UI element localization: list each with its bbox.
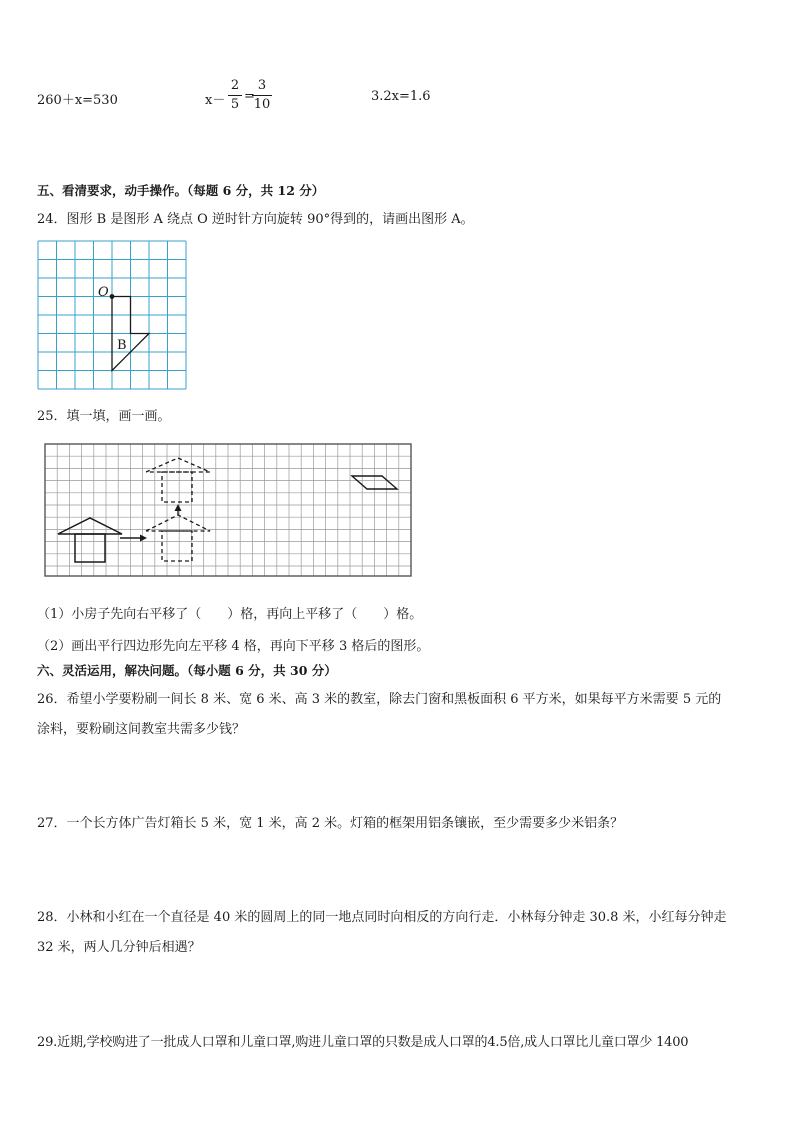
- question-28-line-1: 28．小林和小红在一个直径是 40 米的圆周上的同一地点同时向相反的方向行走．小林每分钟走 30.8 米，小红每分钟走: [37, 910, 727, 925]
- equation-2-fraction-2: [252, 78, 272, 113]
- house-body: [75, 534, 105, 562]
- equation-2-fraction-1: [228, 78, 242, 113]
- fraction-denominator: 10: [253, 97, 271, 112]
- question-27: 27．一个长方体广告灯箱长 5 米，宽 1 米，高 2 米。灯箱的框架用铝条镶嵌，至少需要多少米铝条？: [37, 816, 624, 831]
- equation-2-prefix: x－: [205, 93, 226, 108]
- fraction-numerator: 3: [257, 78, 267, 93]
- question-26-line-1: 26．希望小学要粉刷一间长 8 米、宽 6 米、高 3 米的教室，除去门窗和黑板面积 6 平方米，如果每平方米需要 5 元的: [37, 692, 722, 707]
- question-26-line-2: 涂料，要粉刷这间教室共需多少钱？: [37, 722, 246, 737]
- equation-1: 260＋x=530: [37, 93, 118, 108]
- translation-grid-figure: [44, 443, 412, 577]
- point-o: [110, 294, 115, 299]
- question-25-part-1: （1）小房子先向右平移了（ ）格，再向上平移了（ ）格。: [37, 607, 423, 622]
- dashed-house-upper: [146, 458, 210, 502]
- fraction-denominator: 5: [230, 97, 240, 112]
- gray-grid: [45, 444, 411, 576]
- question-24: 24．图形 B 是图形 A 绕点 O 逆时针方向旋转 90°得到的，请画出图形 A。: [37, 212, 474, 227]
- section-5-heading: 五、看清要求，动手操作。（每题 6 分，共 12 分）: [37, 183, 325, 198]
- question-28-line-2: 32 米，两人几分钟后相遇？: [37, 940, 201, 955]
- section-6-heading: 六、灵活运用，解决问题。（每小题 6 分，共 30 分）: [37, 663, 337, 678]
- arrow-right: [140, 535, 147, 542]
- equation-3: 3.2x=1.6: [371, 89, 431, 104]
- fraction-numerator: 2: [230, 78, 240, 93]
- label-b: B: [117, 338, 127, 353]
- equation-2-equals: =: [244, 89, 255, 104]
- question-25-part-2: （2）画出平行四边形先向左平移 4 格，再向下平移 3 格后的图形。: [37, 639, 430, 654]
- label-o: O: [98, 285, 109, 300]
- question-29: 29.近期,学校购进了一批成人口罩和儿童口罩,购进儿童口罩的只数是成人口罩的4.5倍,成人口罩比儿童口罩少 1400: [37, 1035, 689, 1050]
- question-25: 25．填一填，画一画。: [37, 409, 171, 424]
- house-roof: [58, 518, 122, 534]
- rotation-grid-figure: [37, 240, 187, 390]
